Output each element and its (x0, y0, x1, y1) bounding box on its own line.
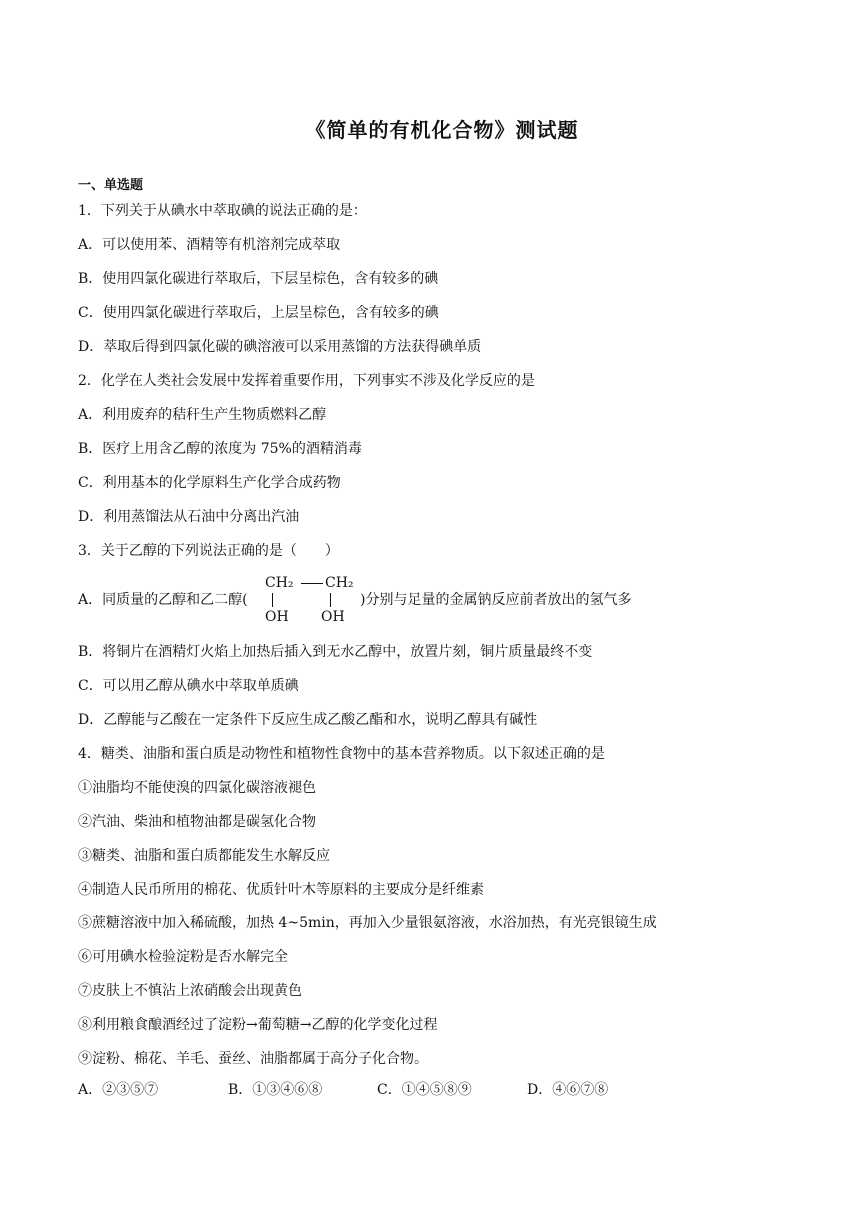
question-2-option-a: A．利用废弃的秸秆生产生物质燃料乙醇 (78, 407, 327, 423)
formula-bond-vertical-left (272, 593, 273, 607)
question-3-option-a-text-after: )分别与足量的金属钠反应前者放出的氢气多 (360, 592, 632, 608)
question-1-option-a: A．可以使用苯、酒精等有机溶剂完成萃取 (78, 237, 341, 253)
question-4-item: ①油脂均不能使溴的四氯化碳溶液褪色 (78, 780, 316, 796)
question-2-option-b: B．医疗上用含乙醇的浓度为 75%的酒精消毒 (78, 441, 362, 457)
question-4-options (78, 1080, 778, 1102)
question-1-stem: 1．下列关于从碘水中萃取碘的说法正确的是： (78, 203, 367, 219)
question-4-option-a: A．②③⑤⑦ (78, 1082, 159, 1098)
formula-bond-horizontal (301, 583, 323, 584)
question-4-item: ④制造人民币所用的棉花、优质针叶木等原料的主要成分是纤维素 (78, 882, 484, 898)
question-1-option-d: D．萃取后得到四氯化碳的碘溶液可以采用蒸馏的方法获得碘单质 (78, 339, 482, 355)
question-4-item: ⑥可用碘水检验淀粉是否水解完全 (78, 949, 288, 965)
formula-oh-left: OH (265, 609, 289, 625)
question-3-option-a-text-before: A．同质量的乙醇和乙二醇( (78, 592, 248, 608)
section-heading: 一、单选题 (78, 178, 144, 193)
question-4-item: ⑨淀粉、棉花、羊毛、蚕丝、油脂都属于高分子化合物。 (78, 1051, 428, 1067)
question-3-stem: 3．关于乙醇的下列说法正确的是（ ） (78, 543, 339, 559)
question-2-option-c: C．利用基本的化学原料生产化学合成药物 (78, 475, 341, 491)
question-1-option-c: C．使用四氯化碳进行萃取后，上层呈棕色，含有较多的碘 (78, 305, 439, 321)
question-4-item: ③糖类、油脂和蛋白质都能发生水解反应 (78, 848, 330, 864)
question-1-option-b: B．使用四氯化碳进行萃取后，下层呈棕色，含有较多的碘 (78, 271, 439, 287)
question-3-option-d: D．乙醇能与乙酸在一定条件下反应生成乙酸乙酯和水，说明乙醇具有碱性 (78, 712, 538, 728)
question-4-option-c: C．①④⑤⑧⑨ (377, 1082, 472, 1098)
ethylene-glycol-structure (263, 574, 359, 626)
question-4-item: ⑧利用粮食酿酒经过了淀粉→葡萄糖→乙醇的化学变化过程 (78, 1017, 438, 1033)
question-2-option-d: D．利用蒸馏法从石油中分离出汽油 (78, 509, 300, 525)
question-4-option-b: B．①③④⑥⑧ (228, 1082, 323, 1098)
question-3-option-c: C．可以用乙醇从碘水中萃取单质碘 (78, 678, 299, 694)
question-2-stem: 2．化学在人类社会发展中发挥着重要作用，下列事实不涉及化学反应的是 (78, 373, 535, 389)
formula-oh-right: OH (321, 609, 345, 625)
question-4-item: ⑤蔗糖溶液中加入稀硫酸，加热 4~5min，再加入少量银氨溶液，水浴加热，有光亮银镜生成 (78, 915, 657, 931)
formula-bond-vertical-right (330, 593, 331, 607)
question-3-option-b: B．将铜片在酒精灯火焰上加热后插入到无水乙醇中，放置片刻，铜片质量最终不变 (78, 644, 593, 660)
question-3-option-a (78, 574, 838, 626)
formula-ch2-left: CH₂ (265, 575, 294, 591)
question-4-item: ⑦皮肤上不慎沾上浓硝酸会出现黄色 (78, 983, 302, 999)
page-title: 《简单的有机化合物》测试题 (305, 118, 579, 142)
question-4-stem: 4．糖类、油脂和蛋白质是动物性和植物性食物中的基本营养物质。以下叙述正确的是 (78, 746, 605, 762)
question-4-item: ②汽油、柴油和植物油都是碳氢化合物 (78, 814, 316, 830)
question-4-option-d: D．④⑥⑦⑧ (527, 1082, 609, 1098)
formula-ch2-right: CH₂ (325, 575, 354, 591)
